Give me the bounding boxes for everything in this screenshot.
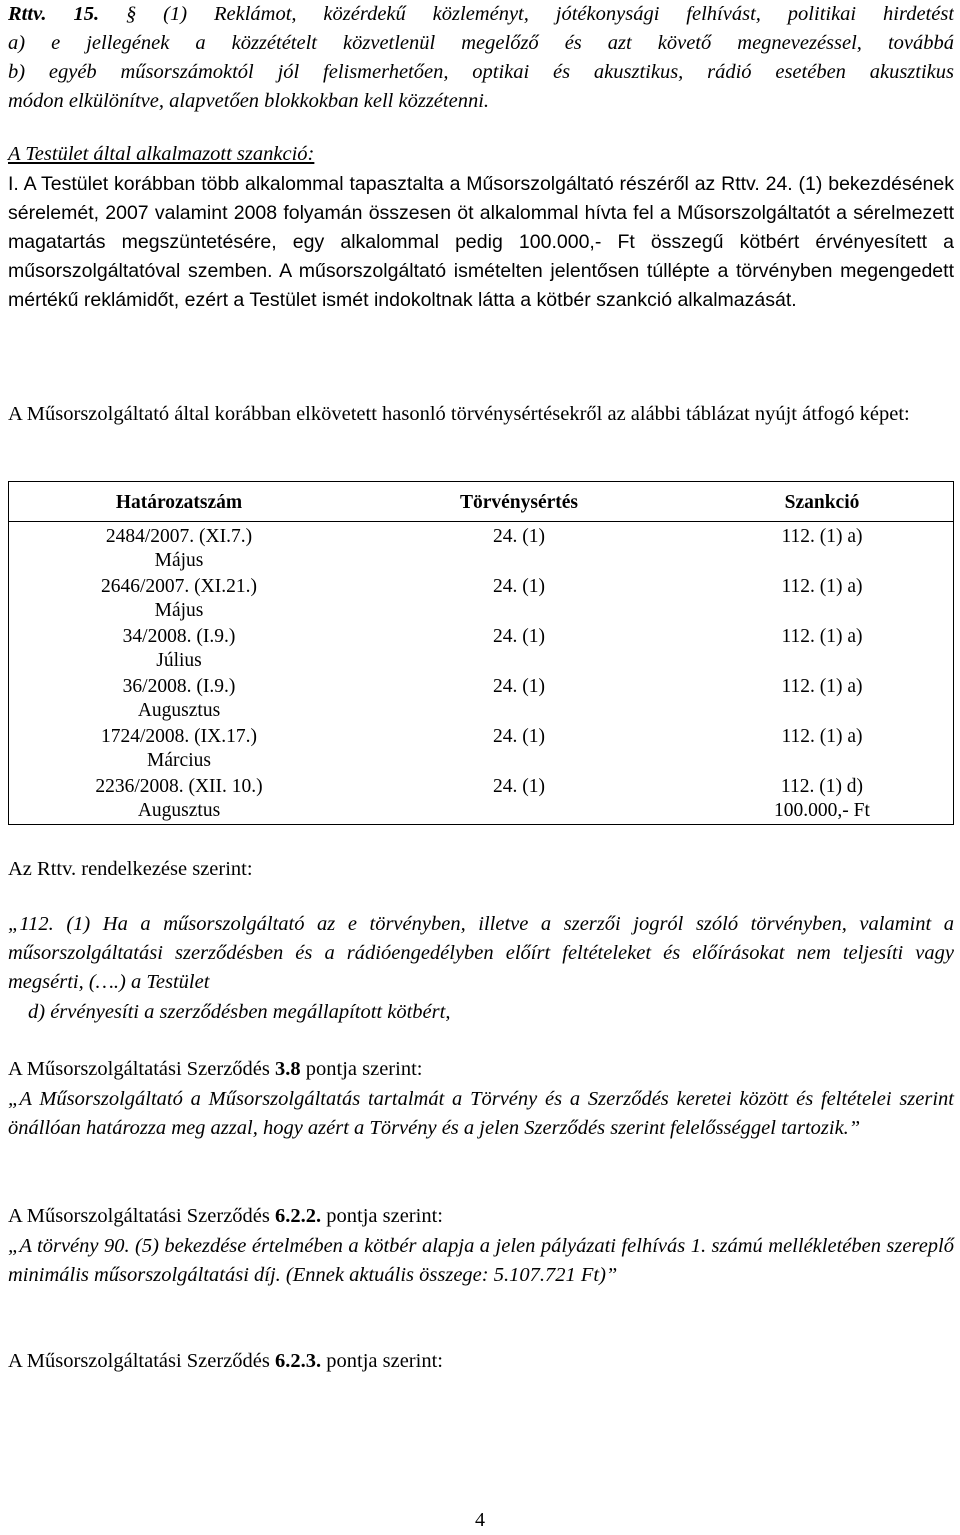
violations-table xyxy=(8,481,954,825)
sanction-code: 112. (1) a) xyxy=(781,526,863,547)
page-number: 4 xyxy=(475,1509,485,1531)
table-row xyxy=(9,775,953,825)
table-header xyxy=(9,482,953,522)
cell-decision xyxy=(9,625,349,673)
decision-month: Augusztus xyxy=(137,700,221,721)
law-heading: Az Rttv. rendelkezése szerint: xyxy=(8,858,253,880)
header-sanction: Szankció xyxy=(784,492,860,513)
decision-month: Július xyxy=(156,650,202,671)
decision-number: 34/2008. (I.9.) xyxy=(122,626,236,647)
cell-violation xyxy=(349,775,689,799)
contract-1-heading-number: 3.8 xyxy=(275,1058,301,1080)
decision-month: Augusztus xyxy=(137,800,221,821)
table-row xyxy=(9,675,953,725)
law-quote: „112. (1) Ha a műsorszolgáltató az e törvényben, illetve a szerzői jogról szóló törvényben, valamint a műsorszolgáltatási szerződésben és a rádióengedélyben előírt feltételeket és előírásokat nem teljesíti vagy megsérti, (….) a Testület xyxy=(8,913,954,993)
cell-sanction xyxy=(689,625,955,649)
contract-2-quote: „A törvény 90. (5) bekezdése értelmében a kötbér alapja a jelen pályázati felhívás 1. számú mellékletében szereplő minimális műsorszolgáltatási díj. (Ennek aktuális összege: 5.107.721 Ft)” xyxy=(8,1235,954,1286)
cell-violation xyxy=(349,575,689,599)
contract-2-heading-prefix: A Műsorszolgáltatási Szerződés xyxy=(8,1205,276,1227)
cell-decision xyxy=(9,575,349,623)
violation-text: 24. (1) xyxy=(493,626,545,647)
contract-1-heading-suffix: pontja szerint: xyxy=(300,1058,423,1080)
decision-number: 2236/2008. (XII. 10.) xyxy=(95,776,263,797)
decision-number: 36/2008. (I.9.) xyxy=(122,676,236,697)
decision-number: 1724/2008. (IX.17.) xyxy=(101,726,257,747)
sanction-code: 112. (1) a) xyxy=(781,726,863,747)
contract-3-heading xyxy=(8,1347,443,1376)
intro-line-3: b) egyéb műsorszámoktól jól felismerhetően, optikai és akusztikus, rádió esetében akusztikus xyxy=(8,61,954,83)
sanction-code: 112. (1) a) xyxy=(781,676,863,697)
contract-2-heading-number: 6.2.2. xyxy=(275,1205,322,1227)
table-row xyxy=(9,725,953,775)
table-row xyxy=(9,575,953,625)
contract-2-heading xyxy=(8,1202,443,1231)
intro-line-2: a) e jellegének a közzétételt közvetlenül megelőző és azt követő megnevezéssel, továbbá xyxy=(8,32,954,54)
cell-sanction xyxy=(689,725,955,749)
sanction-code: 112. (1) a) xyxy=(781,576,863,597)
decision-month: Május xyxy=(154,550,204,571)
violation-text: 24. (1) xyxy=(493,576,545,597)
intro-label: Rttv. 15. xyxy=(8,3,100,25)
decision-month: Május xyxy=(154,600,204,621)
violation-text: 24. (1) xyxy=(493,676,545,697)
law-item-d: d) érvényesíti a szerződésben megállapított kötbért, xyxy=(28,1001,451,1023)
cell-sanction xyxy=(689,775,955,823)
contract-3-heading-prefix: A Műsorszolgáltatási Szerződés xyxy=(8,1350,276,1372)
intro-line-1 xyxy=(8,0,954,29)
contract-1-heading-prefix: A Műsorszolgáltatási Szerződés xyxy=(8,1058,276,1080)
cell-decision xyxy=(9,775,349,823)
cell-decision xyxy=(9,525,349,573)
cell-violation xyxy=(349,675,689,699)
cell-decision xyxy=(9,725,349,773)
sanction-text: I. A Testület korábban több alkalommal tapasztalta a Műsorszolgáltató részéről az Rttv. 24. (1) bekezdésének sérelemét, 2007 valamint 2008 folyamán összesen öt alkalommal hívta fel a Műsorszolgáltatót a sérelmezett magatartás megszüntetésére, egy alkalommal pedig 100.000,- Ft összegű kötbért érvényesített a műsorszolgáltatóval szemben. A műsorszolgáltató ismételten jelentősen túllépte a törvényben megengedett mértékű reklámidőt, ezért a Testület ismét indokoltnak látta a kötbér szankció alkalmazását. xyxy=(8,173,954,311)
table-intro: A Műsorszolgáltató által korábban elkövetett hasonló törvénysértésekről az alábbi táblázat nyújt átfogó képet: xyxy=(8,403,910,425)
contract-3-heading-suffix: pontja szerint: xyxy=(321,1350,443,1372)
violation-text: 24. (1) xyxy=(493,526,545,547)
violation-text: 24. (1) xyxy=(493,776,545,797)
section-symbol: § xyxy=(126,3,137,25)
cell-violation xyxy=(349,525,689,549)
header-decision-number: Határozatszám xyxy=(115,492,243,513)
intro-paragraph xyxy=(8,0,954,116)
violation-text: 24. (1) xyxy=(493,726,545,747)
sanction-code: 112. (1) a) xyxy=(781,626,863,647)
table-row xyxy=(9,625,953,675)
cell-decision xyxy=(9,675,349,723)
contract-1-heading xyxy=(8,1055,422,1084)
sanction-heading: A Testület által alkalmazott szankció: xyxy=(8,143,315,165)
cell-violation xyxy=(349,625,689,649)
cell-sanction xyxy=(689,575,955,599)
sanction-amount: 100.000,- Ft xyxy=(774,800,870,821)
sanction-code: 112. (1) d) xyxy=(780,776,864,797)
intro-line-4: módon elkülönítve, alapvetően blokkokban kell közzétenni. xyxy=(8,90,490,112)
table-body xyxy=(9,525,953,825)
contract-2-heading-suffix: pontja szerint: xyxy=(321,1205,443,1227)
table-row xyxy=(9,525,953,575)
decision-month: Március xyxy=(147,750,211,771)
cell-sanction xyxy=(689,525,955,549)
decision-number: 2484/2007. (XI.7.) xyxy=(105,526,253,547)
cell-sanction xyxy=(689,675,955,699)
decision-number: 2646/2007. (XI.21.) xyxy=(101,576,257,597)
header-violation: Törvénysértés xyxy=(459,492,579,513)
intro-line-1-text: (1) Reklámot, közérdekű közleményt, jótékonysági felhívást, politikai hirdetést xyxy=(136,3,954,25)
contract-3-heading-number: 6.2.3. xyxy=(275,1350,322,1372)
cell-violation xyxy=(349,725,689,749)
contract-1-quote: „A Műsorszolgáltató a Műsorszolgáltatás tartalmát a Törvény és a Szerződés keretei között és feltételei szerint önállóan határozza meg azzal, hogy azért a Törvény és a jelen Szerződés szerint felelősséggel tartozik.” xyxy=(8,1088,954,1139)
